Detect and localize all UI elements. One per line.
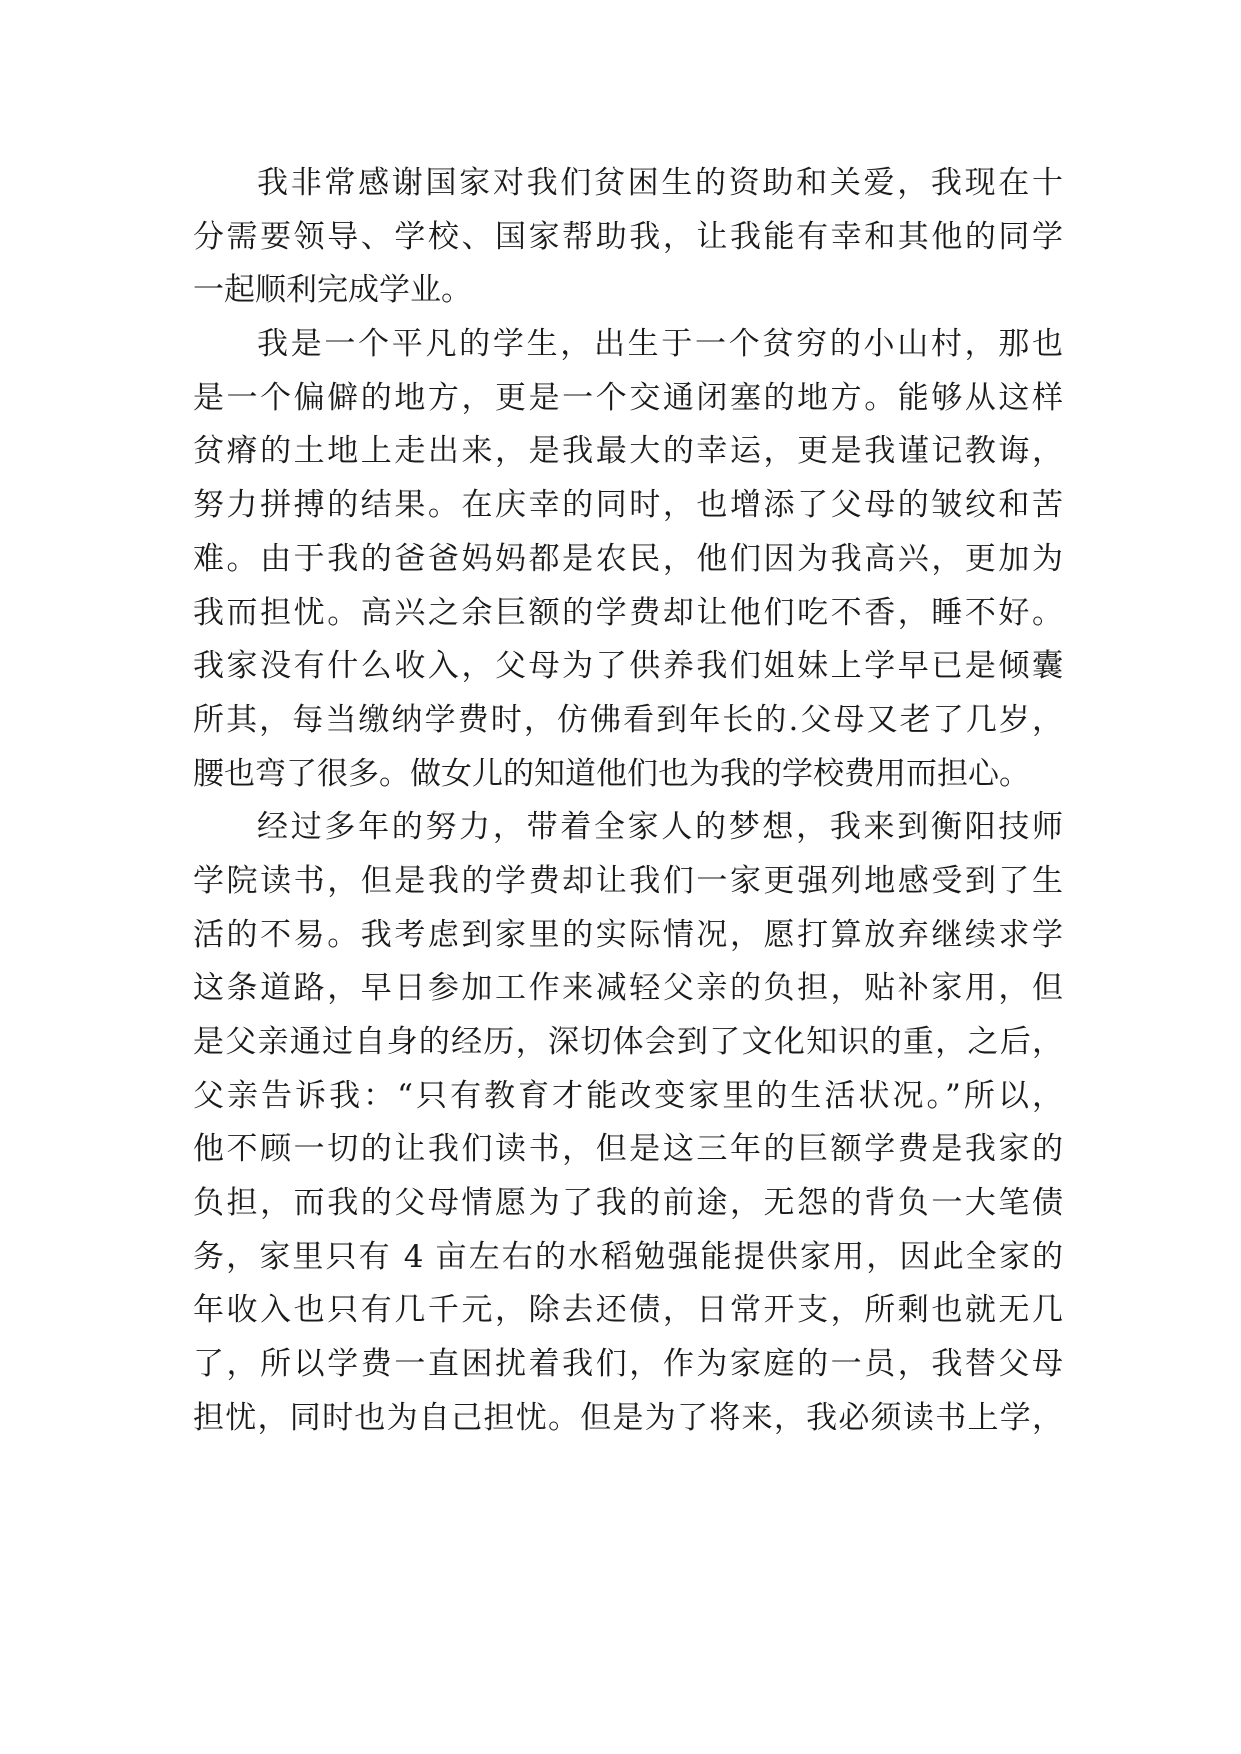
- paragraph-3-line-3: 活的不易。我考虑到家里的实际情况，愿打算放弃继续求学: [193, 916, 1063, 953]
- paragraph-3-line-4: 这条道路，早日参加工作来减轻父亲的负担，贴补家用，但: [193, 970, 1063, 1007]
- paragraph-2-line-1: 我是一个平凡的学生，出生于一个贫穷的小山村，那也: [257, 326, 1063, 363]
- paragraph-2-line-5: 难。由于我的爸爸妈妈都是农民，他们因为我高兴，更加为: [193, 540, 1063, 577]
- paragraph-2-line-3: 贫瘠的土地上走出来，是我最大的幸运，更是我谨记教诲，: [193, 433, 1063, 470]
- paragraph-3-line-9: 务，家里只有 4 亩左右的水稻勉强能提供家用，因此全家的: [193, 1238, 1063, 1275]
- paragraph-3-line-6: 父亲告诉我：“只有教育才能改变家里的生活状况。”所以，: [193, 1077, 1063, 1114]
- paragraph-2-line-2: 是一个偏僻的地方，更是一个交通闭塞的地方。能够从这样: [193, 379, 1063, 416]
- paragraph-1-line-1: 我非常感谢国家对我们贫困生的资助和关爱，我现在十: [257, 165, 1063, 201]
- paragraph-1-line-3: 一起顺利完成学业。: [193, 272, 472, 309]
- paragraph-3-line-2: 学院读书，但是我的学费却让我们一家更强列地感受到了生: [193, 862, 1063, 899]
- paragraph-2-line-4: 努力拼搏的结果。在庆幸的同时，也增添了父母的皱纹和苦: [193, 487, 1063, 524]
- paragraph-2-line-8: 所其，每当缴纳学费时，仿佛看到年长的.父母又老了几岁，: [193, 701, 1063, 738]
- paragraph-2-line-7: 我家没有什么收入，父母为了供养我们姐妹上学早已是倾囊: [193, 648, 1063, 685]
- paragraph-3-line-7: 他不顾一切的让我们读书，但是这三年的巨额学费是我家的: [193, 1131, 1063, 1168]
- paragraph-2-line-6: 我而担忧。高兴之余巨额的学费却让他们吃不香，睡不好。: [193, 594, 1063, 631]
- paragraph-3-line-11: 了，所以学费一直困扰着我们，作为家庭的一员，我替父母: [193, 1346, 1063, 1383]
- paragraph-3-line-10: 年收入也只有几千元，除去还债，日常开支，所剩也就无几: [193, 1292, 1063, 1329]
- paragraph-2-line-9: 腰也弯了很多。做女儿的知道他们也为我的学校费用而担心。: [193, 755, 1030, 792]
- paragraph-3-line-5: 是父亲通过自身的经历，深切体会到了文化知识的重，之后，: [193, 1024, 1063, 1060]
- paragraph-3-line-8: 负担，而我的父母情愿为了我的前途，无怨的背负一大笔债: [193, 1185, 1063, 1222]
- paragraph-3-line-1: 经过多年的努力，带着全家人的梦想，我来到衡阳技师: [257, 809, 1063, 846]
- paragraph-1-line-2: 分需要领导、学校、国家帮助我，让我能有幸和其他的同学: [193, 218, 1063, 255]
- paragraph-3-line-12: 担忧，同时也为自己担忧。但是为了将来，我必须读书上学，: [193, 1399, 1063, 1436]
- body-text: [193, 157, 1063, 1446]
